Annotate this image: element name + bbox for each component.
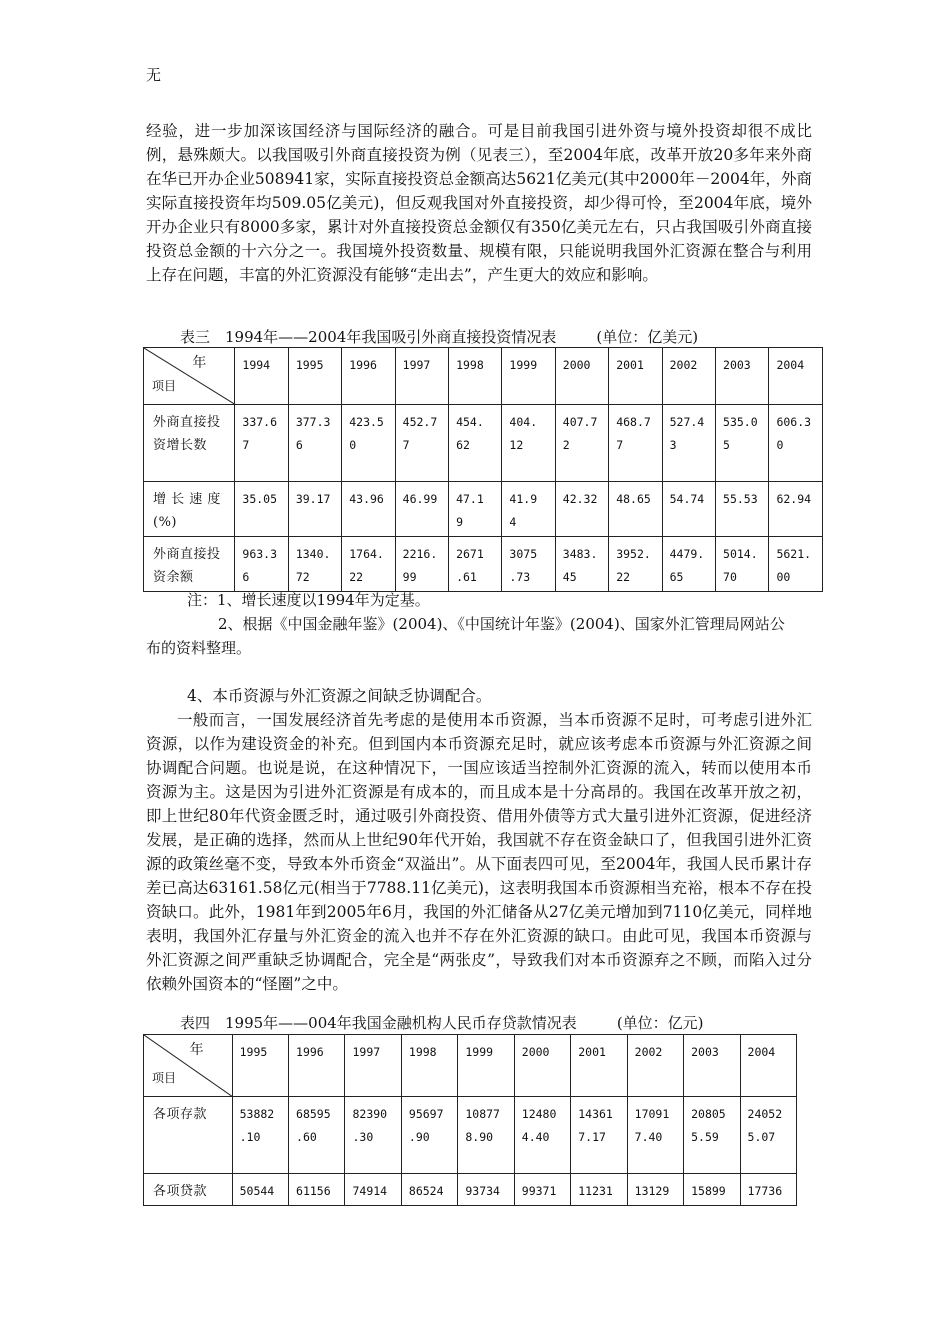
table-row (144, 1174, 797, 1206)
table3-foreign-investment (143, 347, 823, 592)
year-header-cell: 1998 (401, 1035, 457, 1097)
year-header-cell: 2004 (769, 348, 823, 405)
data-cell: 86524 (401, 1174, 457, 1206)
data-cell: 82390 .30 (345, 1097, 401, 1174)
data-cell: 53882 .10 (232, 1097, 288, 1174)
row-label-cell: 增 长 速 度 (%) (144, 482, 235, 537)
data-cell: 377.3 6 (288, 405, 341, 482)
data-cell: 46.99 (395, 482, 448, 537)
body-paragraph-2: 一般而言，一国发展经济首先考虑的是使用本币资源，当本币资源不足时，可考虑引进外汇资源，以作为建设资金的补充。但到国内本币资源充足时，就应该考虑本币资源与外汇资源之间协调配合问题。也说是说，在这种情况下，一国应该适当控制外汇资源的流入，转而以使用本币资源为主。这是因为引进外汇资源是有成本的，而且成本是十分高昂的。我国在改革开放之初，即上世纪80年代资金匮乏时，通过吸引外商投资、借用外债等方式大量引进外汇资源，促进经济发展，是正确的选择，然而从上世纪90年代开始，我国就不存在资金缺口了，但我国引进外汇资源的政策丝毫不变，导致本外币资金“双溢出”。从下面表四可见，至2004年，我国人民币累计存差已高达63161.58亿元(相当于7788.11亿美元)，这表明我国本币资源相当充裕，根本不存在投资缺口。此外，1981年到2005年6月，我国的外汇储备从27亿美元增加到7110亿美元，同样地表明，我国外汇存量与外汇资金的流入也并不存在外汇资源的缺口。由此可见，我国本币资源与外汇资源之间严重缺乏协调配合，完全是“两张皮”，导致我们对本币资源弃之不顾，而陷入过分依赖外国资本的“怪圈”之中。 (146, 711, 812, 993)
data-cell: 17091 7.40 (627, 1097, 683, 1174)
table3-note-2: 2、根据《中国金融年鉴》(2004)、《中国统计年鉴》(2004)、国家外汇管理局网站公 (218, 615, 785, 633)
corner-item-label: 项目 (152, 1071, 177, 1085)
data-cell: 2671 .61 (449, 537, 502, 592)
year-header-cell: 2000 (555, 348, 608, 405)
data-cell: 4479. 65 (662, 537, 715, 592)
row-label-cell: 各项存款 (144, 1097, 233, 1174)
table-row (144, 405, 823, 482)
data-cell: 535.0 5 (716, 405, 769, 482)
table4-unit: (单位：亿元) (616, 1014, 704, 1032)
data-cell: 963.3 6 (235, 537, 288, 592)
row-label-cell: 外商直接投 资增长数 (144, 405, 235, 482)
data-cell: 35.05 (235, 482, 288, 537)
table3-caption (180, 326, 698, 347)
data-cell: 11231 (571, 1174, 627, 1206)
data-cell: 407.7 2 (555, 405, 608, 482)
data-cell: 99371 (514, 1174, 570, 1206)
data-cell: 24052 5.07 (740, 1097, 796, 1174)
year-header-cell: 1995 (232, 1035, 288, 1097)
data-cell: 48.65 (609, 482, 662, 537)
row-label-cell: 外商直接投 资余额 (144, 537, 235, 592)
data-cell: 454. 62 (449, 405, 502, 482)
data-cell: 95697 .90 (401, 1097, 457, 1174)
year-header-cell: 1999 (458, 1035, 514, 1097)
year-header-cell: 1998 (449, 348, 502, 405)
data-cell: 1340. 72 (288, 537, 341, 592)
page-header-char: 无 (146, 66, 162, 84)
data-cell: 2216. 99 (395, 537, 448, 592)
year-header-cell: 2000 (514, 1035, 570, 1097)
data-cell: 1764. 22 (342, 537, 395, 592)
data-cell: 5014. 70 (716, 537, 769, 592)
data-cell: 423.5 0 (342, 405, 395, 482)
data-cell: 42.32 (555, 482, 608, 537)
data-cell: 93734 (458, 1174, 514, 1206)
table4-deposits-loans (143, 1034, 797, 1206)
year-header-cell: 1996 (342, 348, 395, 405)
data-cell: 20805 5.59 (684, 1097, 740, 1174)
data-cell: 41.9 4 (502, 482, 555, 537)
data-cell: 74914 (345, 1174, 401, 1206)
table-row (144, 482, 823, 537)
data-cell: 14361 7.17 (571, 1097, 627, 1174)
data-cell: 527.4 3 (662, 405, 715, 482)
data-cell: 61156 (289, 1174, 345, 1206)
table-row (144, 537, 823, 592)
year-header-cell: 2003 (716, 348, 769, 405)
table4-header-row (144, 1035, 797, 1097)
data-cell: 15899 (684, 1174, 740, 1206)
year-header-cell: 1999 (502, 348, 555, 405)
data-cell: 62.94 (769, 482, 823, 537)
year-header-cell: 2003 (684, 1035, 740, 1097)
table3-note-1: 注：1、增长速度以1994年为定基。 (187, 591, 430, 609)
data-cell: 50544 (232, 1174, 288, 1206)
data-cell: 452.7 7 (395, 405, 448, 482)
data-cell: 404. 12 (502, 405, 555, 482)
data-cell: 337.6 7 (235, 405, 288, 482)
data-cell: 3075 .73 (502, 537, 555, 592)
table3-header-row (144, 348, 823, 405)
data-cell: 68595 .60 (289, 1097, 345, 1174)
year-header-cell: 2001 (571, 1035, 627, 1097)
corner-year-label: 年 (189, 1042, 204, 1058)
year-header-cell: 1994 (235, 348, 288, 405)
data-cell: 47.1 9 (449, 482, 502, 537)
data-cell: 54.74 (662, 482, 715, 537)
diagonal-header-cell (144, 348, 235, 405)
table3-title: 表三 1994年——2004年我国吸引外商直接投资情况表 (180, 328, 557, 346)
data-cell: 5621. 00 (769, 537, 823, 592)
corner-year-label: 年 (192, 355, 207, 371)
year-header-cell: 1996 (289, 1035, 345, 1097)
data-cell: 12480 4.40 (514, 1097, 570, 1174)
section-heading-4: 4、本币资源与外汇资源之间缺乏协调配合。 (187, 687, 492, 705)
data-cell: 39.17 (288, 482, 341, 537)
table4-title: 表四 1995年——004年我国金融机构人民币存贷款情况表 (180, 1014, 577, 1032)
table3-unit: (单位：亿美元) (596, 328, 699, 346)
diagonal-header-cell (144, 1035, 233, 1097)
year-header-cell: 2001 (609, 348, 662, 405)
year-header-cell: 2002 (662, 348, 715, 405)
year-header-cell: 1995 (288, 348, 341, 405)
data-cell: 10877 8.90 (458, 1097, 514, 1174)
data-cell: 468.7 7 (609, 405, 662, 482)
data-cell: 43.96 (342, 482, 395, 537)
table3-note-2-cont: 布的资料整理。 (146, 639, 252, 657)
data-cell: 13129 (627, 1174, 683, 1206)
table4-caption (180, 1012, 704, 1033)
data-cell: 17736 (740, 1174, 796, 1206)
data-cell: 606.3 0 (769, 405, 823, 482)
data-cell: 3483. 45 (555, 537, 608, 592)
data-cell: 55.53 (716, 482, 769, 537)
row-label-cell: 各项贷款 (144, 1174, 233, 1206)
data-cell: 3952. 22 (609, 537, 662, 592)
table-row (144, 1097, 797, 1174)
year-header-cell: 2002 (627, 1035, 683, 1097)
year-header-cell: 1997 (395, 348, 448, 405)
corner-item-label: 项目 (152, 379, 177, 393)
year-header-cell: 2004 (740, 1035, 796, 1097)
year-header-cell: 1997 (345, 1035, 401, 1097)
body-paragraph-1: 经验，进一步加深该国经济与国际经济的融合。可是目前我国引进外资与境外投资却很不成比例，悬殊颇大。以我国吸引外商直接投资为例（见表三），至2004年底，改革开放20多年来外商在华已开办企业508941家，实际直接投资总金额高达5621亿美元(其中2000年－2004年，外商实际直接投资年均509.05亿美元)，但反观我国对外直接投资，却少得可怜，至2004年底，境外开办企业只有8000多家，累计对外直接投资总金额仅有350亿美元左右，只占我国吸引外商直接投资总金额的十六分之一。我国境外投资数量、规模有限，只能说明我国外汇资源在整合与利用上存在问题，丰富的外汇资源没有能够“走出去”，产生更大的效应和影响。 (146, 122, 812, 284)
